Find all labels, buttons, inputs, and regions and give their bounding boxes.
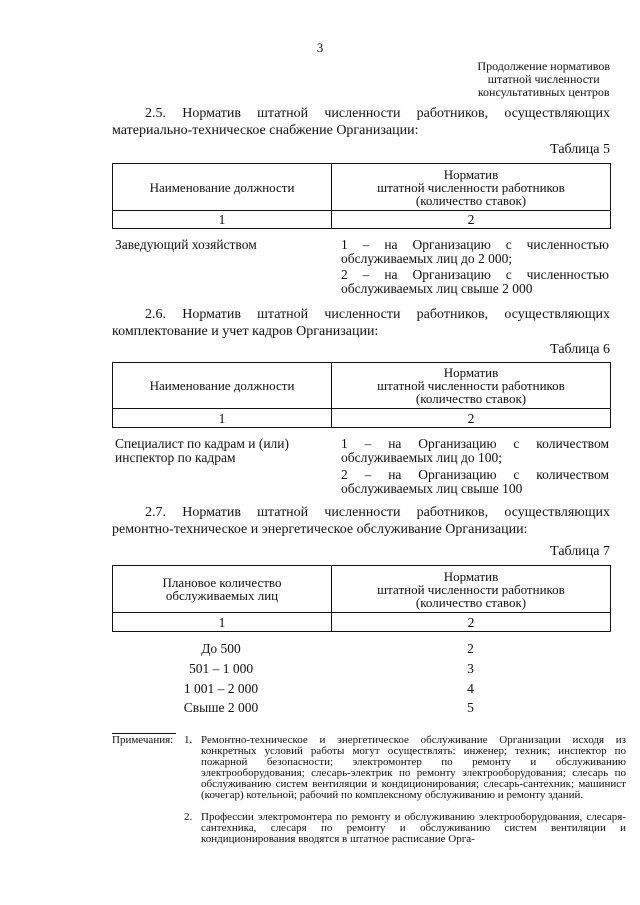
table-7-row-2-value: 3 [467,661,474,676]
table-7-row-1-value: 2 [467,641,474,656]
table-7-row-4-value: 5 [467,700,474,715]
table-7-row-3-value: 4 [467,681,474,696]
notes-label: Примечания: [112,734,174,746]
note-1 [184,735,626,801]
table-6-col1-number: 1 [113,409,332,428]
table-7-col1-header [113,566,332,613]
table-6-col1-header: Наименование должности [113,363,332,409]
page-number: 3 [316,40,324,55]
table-7-row-4-range: Свыше 2 000 [183,700,259,715]
table-5-norm-1: 1 – на Организацию с численностью обслуживаемых лиц до 2 000; [341,237,609,266]
note-2 [184,812,626,845]
table-7-col2-header-line2: штатной численности работников [377,581,565,597]
table-7-col1-header-line2: обслуживаемых лиц [165,588,279,603]
table-7-col2-number: 2 [332,613,611,632]
header-line-1: Продолжение нормативов [477,59,610,73]
table-6-col2-header-line3: (количество ставок) [415,391,527,406]
note-2-number: 2. [184,811,193,823]
section-2-6-text: 2.6. Норматив штатной численности работников, осуществляющих комплектование и учет кадров Организации: [112,307,610,339]
table-5-col2-number: 2 [332,211,611,229]
running-header [477,60,610,99]
table-7 [112,565,611,632]
table-5-col1-number: 1 [113,211,332,229]
table-5-col2-header-line2: штатной численности работников [377,179,565,195]
table-6-col2-header-line1: Норматив [443,365,499,380]
table-7-col2-header-line3: (количество ставок) [415,594,527,610]
table-6-position: Специалист по кадрам и (или) инспектор по кадрам [115,436,290,465]
note-1-number: 1. [184,734,193,746]
table-7-row-3-range: 1 001 – 2 000 [183,681,259,696]
table-5-col2-header-line3: (количество ставок) [415,192,527,208]
section-2-5-text: 2.5. Норматив штатной численности работников, осуществляющих материально-техническое снабжение Организации: [112,106,610,138]
note-2-text: Профессии электромонтера по ремонту и обслуживанию электрооборудования, слесаря-сантехника, слесаря по ремонту и обслуживанию систем вентиляции и кондиционирования вводятся в штатное расписание Орга- [201,811,626,845]
table-7-col2-header [332,566,611,613]
table-5-col2-header-line1: Норматив [443,166,499,182]
table-6-col2-header-line2: штатной численности работников [377,378,565,393]
table-5-position: Заведующий хозяйством [115,237,257,252]
table-7-caption: Таблица 7 [550,544,610,559]
header-line-2: штатной численности [487,72,600,86]
section-2-7-text: 2.7. Норматив штатной численности работников, осуществляющих ремонтно-техническое и энергетическое обслуживание Организации: [112,505,610,537]
table-6-caption: Таблица 6 [550,342,610,357]
table-7-col1-number: 1 [113,613,332,632]
note-1-text: Ремонтно-техническое и энергетическое обслуживание Организации исходя из конкретных условий работы могут осуществлять: инженер; техник; инспектор по пожарной безопасности; электромонтер по ремонту и обслуживанию электрооборудования; слесарь-электрик по ремонту электрооборудования; слесарь по обслуживанию систем вентиляции и кондиционирования; слесарь-сантехник; машинист (кочегар) котельной; рабочий по комплексному обслуживанию и ремонту зданий. [201,734,626,801]
table-5-norm-2: 2 – на Организацию с численностью обслуживаемых лиц свыше 2 000 [341,267,609,296]
table-6-col2-number: 2 [332,409,611,428]
table-7-row-1-range: До 500 [201,641,241,656]
table-7-row-2-range: 501 – 1 000 [188,661,254,676]
table-6-col2-header [332,363,611,409]
table-7-col1-header-line1: Плановое количество [162,575,282,590]
table-6-norm-1: 1 – на Организацию с количеством обслуживаемых лиц до 100; [341,436,609,465]
table-6-norm-2: 2 – на Организацию с количеством обслуживаемых лиц свыше 100 [341,467,609,496]
table-5 [112,163,611,229]
table-5-col2-header [332,164,611,211]
table-5-col1-header: Наименование должности [113,164,332,211]
table-7-col2-header-line1: Норматив [443,568,499,584]
table-6 [112,362,611,428]
header-line-3: консультативных центров [477,85,610,99]
table-5-caption: Таблица 5 [550,142,610,157]
